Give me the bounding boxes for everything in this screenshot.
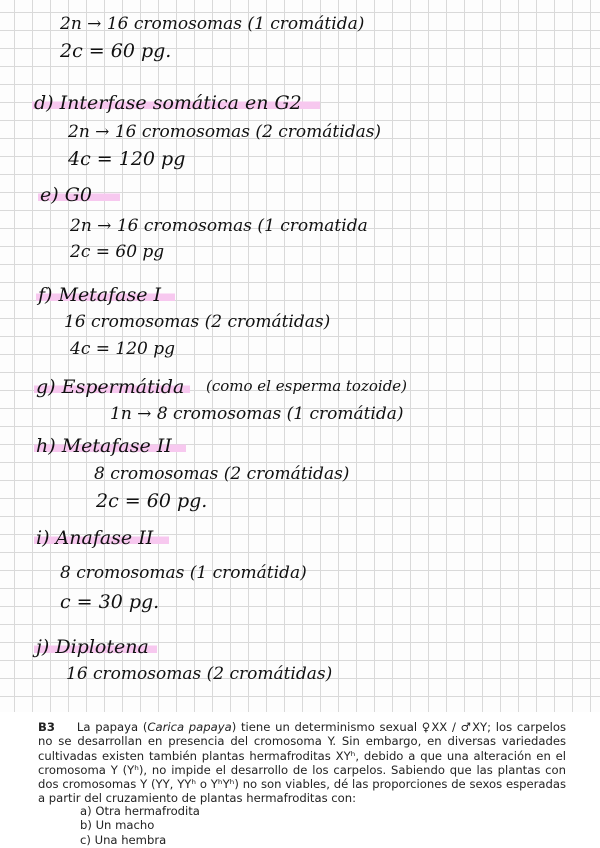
note-f-line-1: 16 cromosomas (2 cromátidas) xyxy=(64,312,331,332)
option-c: c) Una hembra xyxy=(80,832,167,847)
heading-e-g0: e) G0 xyxy=(38,186,120,205)
note-e-line-2: 2c = 60 pg xyxy=(70,242,165,262)
note-h-line-2: 2c = 60 pg. xyxy=(96,490,208,512)
species-name: Carica papaya xyxy=(147,720,232,734)
heading-h-metafase-2: h) Metafase II xyxy=(34,437,186,456)
heading-d-interfase: d) Interfase somática en G2 xyxy=(32,94,320,113)
heading-j-diplotena: j) Diplotena xyxy=(34,638,157,657)
heading-f-metafase-1: f) Metafase I xyxy=(36,286,175,305)
answer-options xyxy=(80,804,200,847)
note-g-aside: (como el esperma tozoide) xyxy=(206,377,408,395)
heading-i-anafase-2: i) Anafase II xyxy=(34,529,169,548)
problem-text-part-1: La papaya ( xyxy=(76,720,148,734)
note-g-line-1: 1n → 8 cromosomas (1 cromátida) xyxy=(110,404,404,424)
note-c-line-2: 2c = 60 pg. xyxy=(60,40,172,62)
note-j-line-1: 16 cromosomas (2 cromátidas) xyxy=(66,664,333,684)
note-h-line-1: 8 cromosomas (2 cromátidas) xyxy=(94,464,350,484)
note-e-line-1: 2n → 16 cromosomas (1 cromatida xyxy=(70,216,368,236)
heading-g-espermatida: g) Espermátida xyxy=(34,378,190,397)
note-i-line-2: c = 30 pg. xyxy=(60,591,160,613)
problem-b3 xyxy=(0,712,600,848)
problem-label: B3 xyxy=(38,720,55,734)
option-b: b) Un macho xyxy=(80,818,155,833)
problem-text-part-2: ) tiene un determinismo sexual ♀XX / ♂XY; los carpelos no se desarrollan en presencia del cromosoma Y. Sin embargo, en diversas variedades cultivadas existen también plantas hermafroditas XYʰ, debido a que una alteración en el cromosoma Y (Yʰ), no impide el desarrollo de los carpelos. Sabiendo que las plantas con dos cromosomas Y (YY, YYʰ o YʰYʰ) no son viables, dé las proporciones de sexos esperadas a partir del cruzamiento de plantas hermafroditas con: xyxy=(38,720,566,806)
note-d-line-1: 2n → 16 cromosomas (2 cromátidas) xyxy=(68,122,382,142)
note-f-line-2: 4c = 120 pg xyxy=(70,339,176,359)
problem-statement xyxy=(38,720,566,806)
note-d-line-2: 4c = 120 pg xyxy=(68,148,186,170)
note-c-line-1: 2n → 16 cromosomas (1 cromátida) xyxy=(60,14,365,34)
option-a: a) Otra hermafrodita xyxy=(80,804,200,818)
note-i-line-1: 8 cromosomas (1 cromátida) xyxy=(60,563,307,583)
